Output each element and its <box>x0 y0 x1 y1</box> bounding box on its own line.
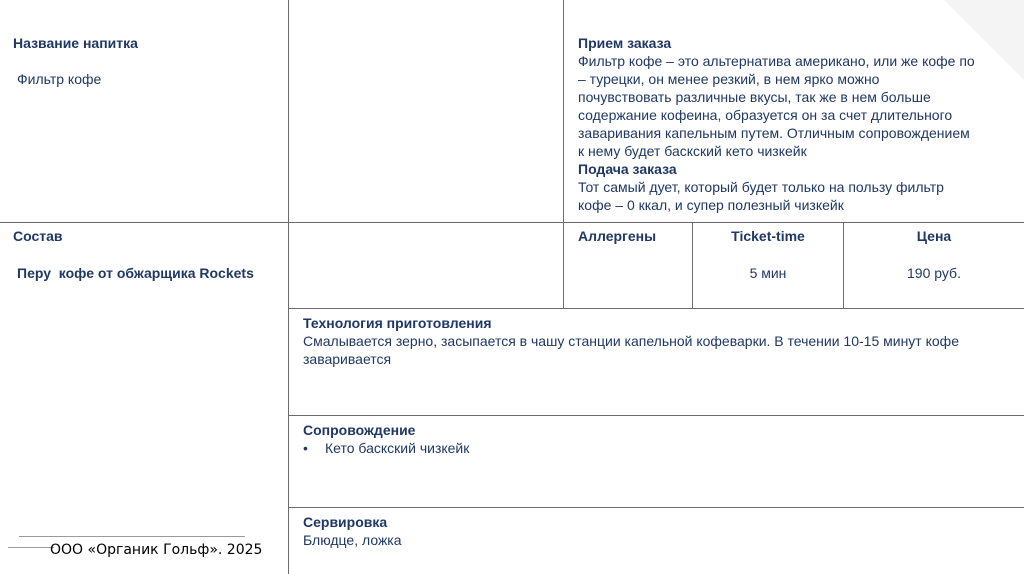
allergens-label: Аллергены <box>578 228 657 244</box>
order-info <box>578 34 1024 214</box>
drink-name-value: Фильтр кофе <box>17 71 102 87</box>
technology-section <box>303 314 1003 368</box>
price-label: Цена <box>916 228 952 244</box>
composition-value: Перу кофе от обжарщика Rockets <box>17 265 254 281</box>
serving-label: Сервировка <box>303 514 388 530</box>
order-serve-title: Подача заказа <box>578 161 677 177</box>
accompaniment-item: Кето баскский чизкейк <box>325 440 470 456</box>
order-serve-line: кофе – 0 ккал, и супер полезный чизкейк <box>578 197 844 213</box>
price-value: 190 руб. <box>907 265 961 281</box>
order-receive-line: к нему будет баскский кето чизкейк <box>578 143 807 159</box>
order-receive-line: Фильтр кофе – это альтернатива американо, или же кофе по <box>578 53 975 69</box>
order-receive-line: – турецки, он менее резкий, в нем ярко можно <box>578 71 880 87</box>
divider <box>288 308 1024 309</box>
order-receive-line: почувствовать различные вкусы, так же в нем больше <box>578 89 931 105</box>
divider <box>0 222 1024 223</box>
ticket-time-value: 5 мин <box>749 265 787 281</box>
order-receive-line: заваривания капельным путем. Отличным сопровождением <box>578 125 970 141</box>
list-item <box>303 439 1003 457</box>
technology-text: Смалывается зерно, засыпается в чашу станции капельной кофеварки. В течении 10-15 минут кофе заваривается <box>303 333 959 367</box>
serving-text: Блюдце, ложка <box>303 532 402 548</box>
accompaniment-label: Сопровождение <box>303 422 416 438</box>
divider <box>288 415 1024 416</box>
serving-section <box>303 513 1003 549</box>
technology-label: Технология приготовления <box>303 315 492 331</box>
divider <box>288 507 1024 508</box>
divider <box>288 0 289 574</box>
bullet-icon: • <box>303 440 308 456</box>
order-serve-line: Тот самый дует, который будет только на пользу фильтр <box>578 179 944 195</box>
accompaniment-list <box>303 439 1003 457</box>
order-receive-line: содержание кофеина, образуется он за счет длительного <box>578 107 953 123</box>
footer-company: ООО «Органик Гольф». 2025 <box>50 542 263 558</box>
divider <box>563 0 564 309</box>
composition-label: Состав <box>13 228 63 244</box>
accompaniment-section <box>303 421 1003 457</box>
ticket-time-label: Ticket-time <box>731 228 805 244</box>
footer-line <box>8 547 54 548</box>
footer-line <box>19 536 245 537</box>
drink-name-label: Название напитка <box>13 35 138 51</box>
order-receive-title: Прием заказа <box>578 35 672 51</box>
